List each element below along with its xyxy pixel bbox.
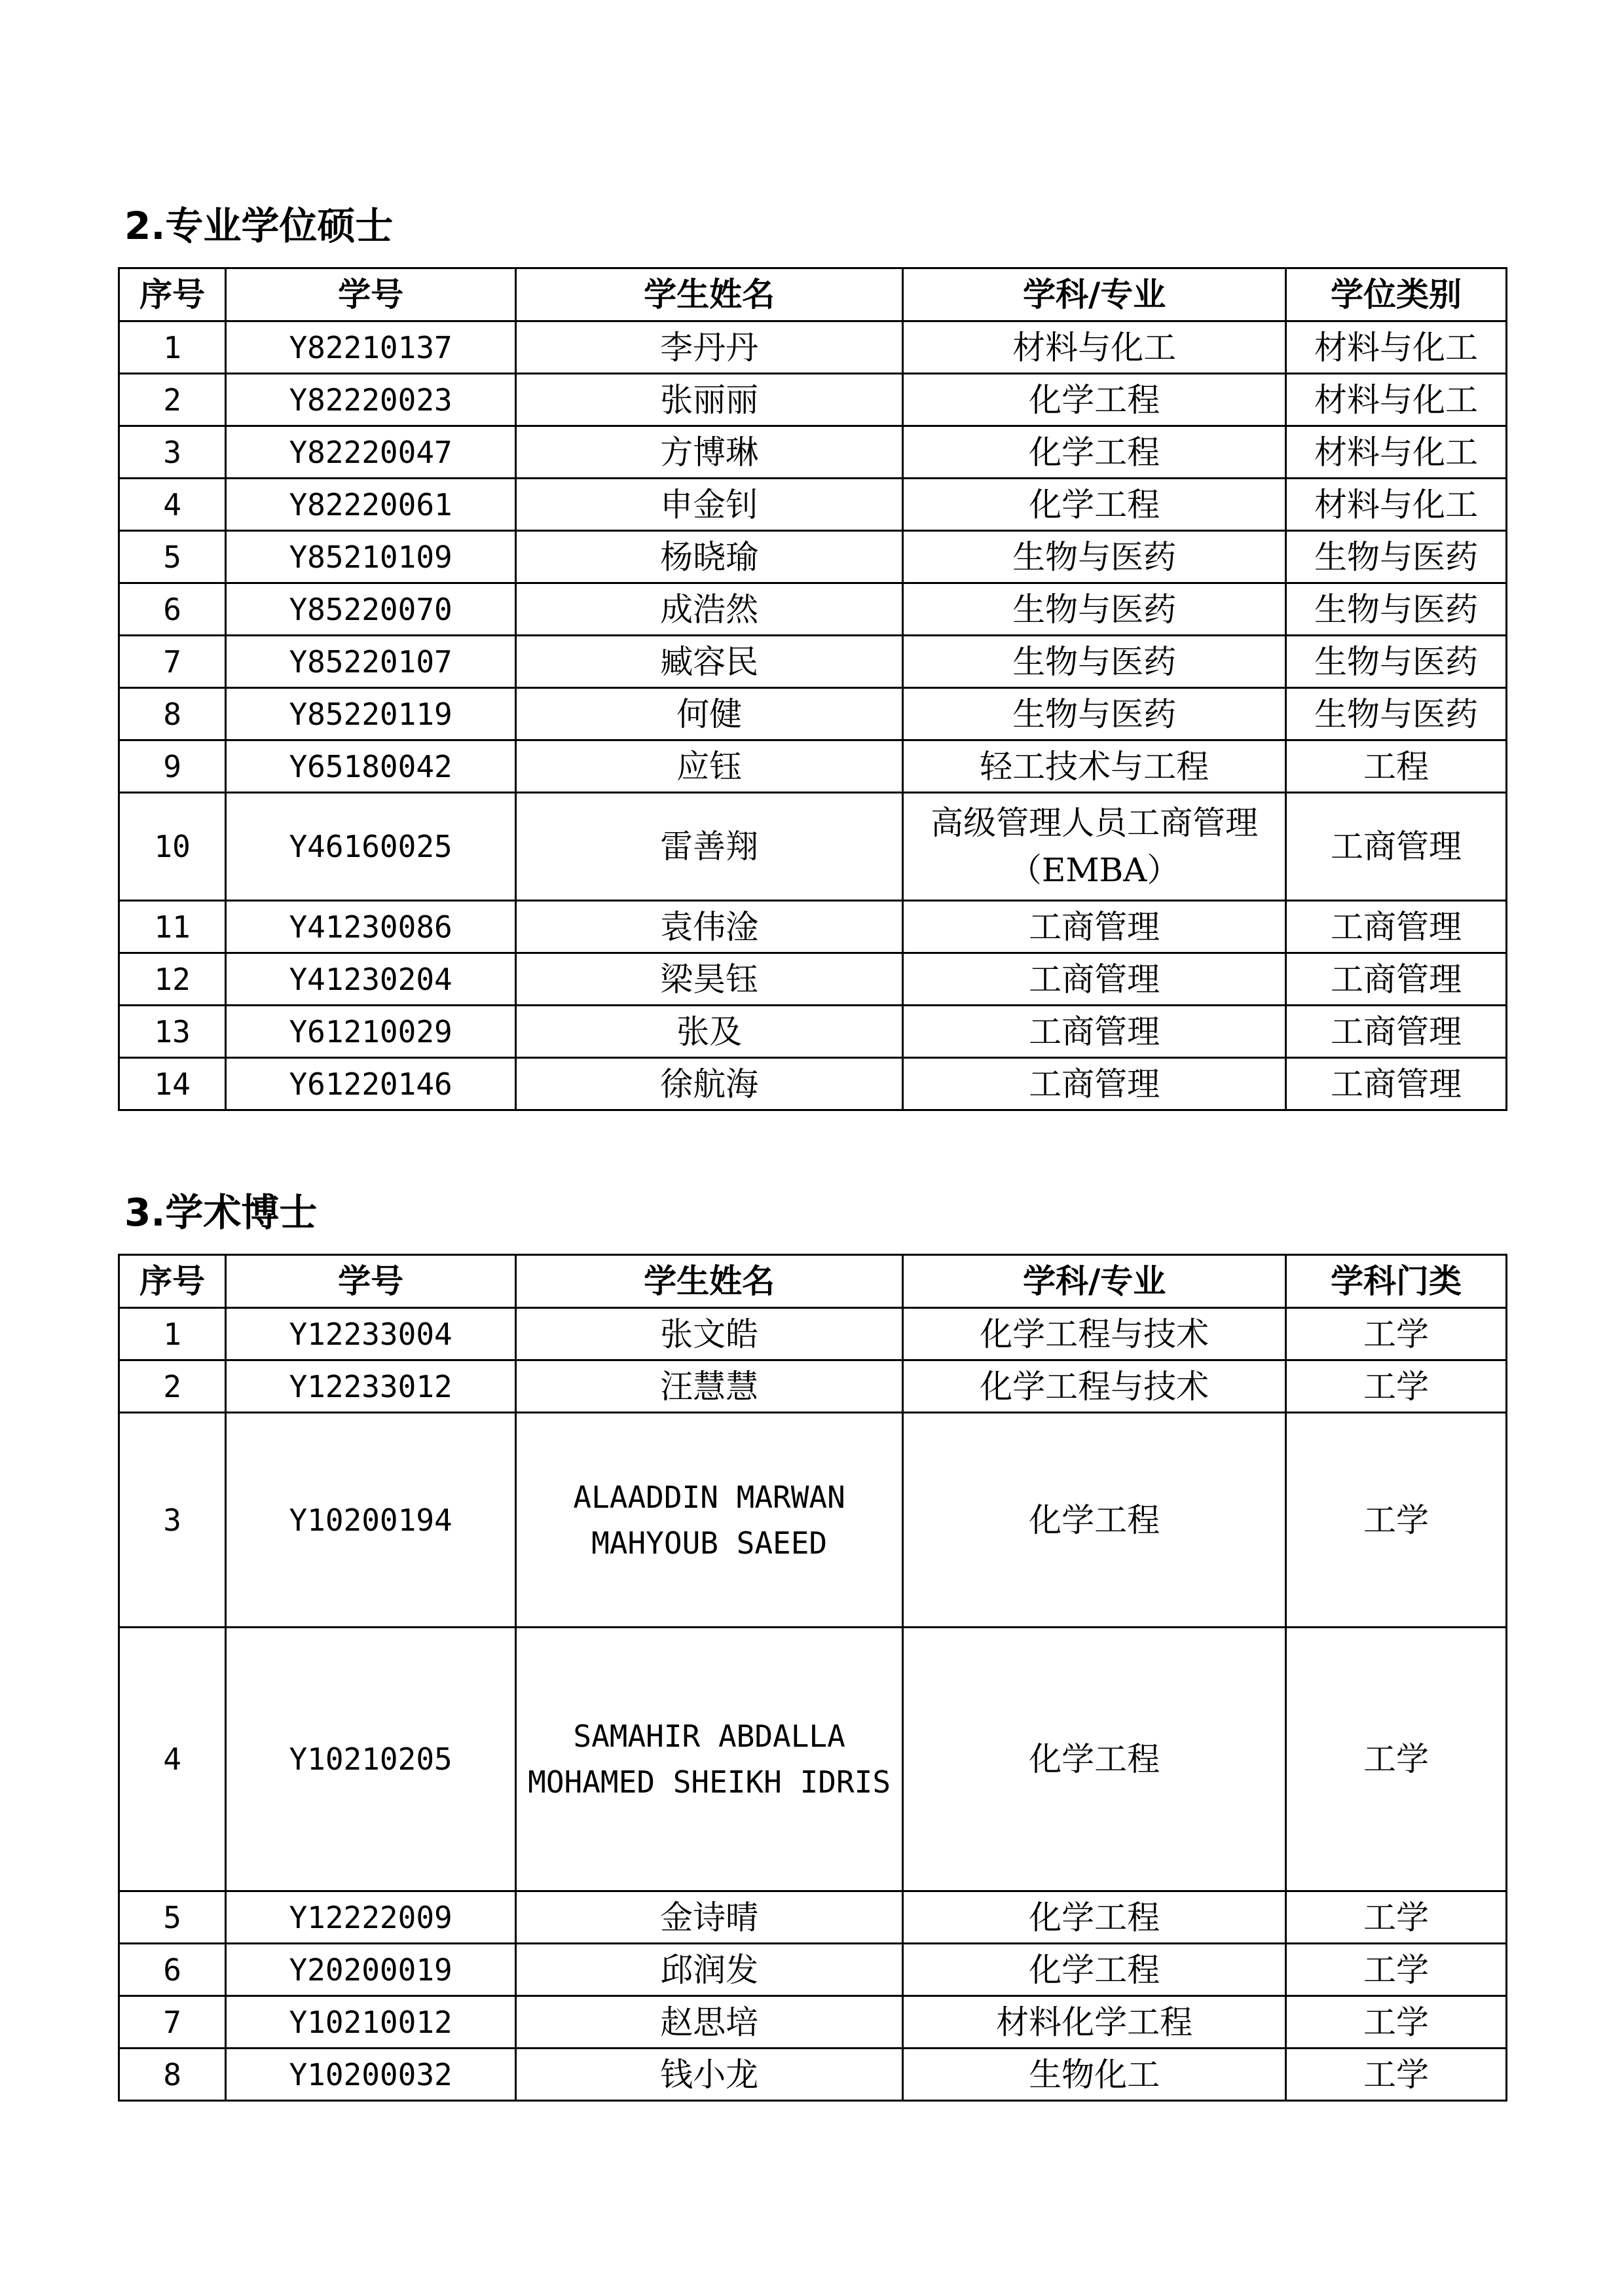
student-name-cell: SAMAHIR ABDALLA MOHAMED SHEIKH IDRIS (516, 1628, 903, 1891)
major-cell: 化学工程 (903, 426, 1286, 479)
index-cell: 3 (119, 1413, 226, 1628)
column-header-student-name: 学生姓名 (516, 1255, 903, 1308)
student-name-cell: 张丽丽 (516, 374, 903, 426)
student-name-cell: 臧容民 (516, 636, 903, 688)
index-cell: 8 (119, 688, 226, 740)
major-cell: 化学工程 (903, 1944, 1286, 1996)
degree-category-cell: 工商管理 (1286, 1058, 1507, 1110)
degree-category-cell: 工学 (1286, 1944, 1507, 1996)
major-cell: 高级管理人员工商管理（EMBA） (903, 793, 1286, 901)
table-row (119, 1628, 1507, 1891)
section-title-professional-master: 2.专业学位硕士 (124, 204, 394, 248)
student-name-cell: 钱小龙 (516, 2049, 903, 2101)
major-cell: 工商管理 (903, 953, 1286, 1006)
major-cell: 工商管理 (903, 901, 1286, 953)
index-cell: 11 (119, 901, 226, 953)
degree-category-cell: 工学 (1286, 1360, 1507, 1413)
column-header-major: 学科/专业 (903, 1255, 1286, 1308)
table-row (119, 1308, 1507, 1360)
student-name-cell: 张及 (516, 1006, 903, 1058)
professional-master-table (118, 267, 1507, 1111)
student-name-cell: 赵思培 (516, 1996, 903, 2049)
table-row (119, 1413, 1507, 1628)
table-row (119, 531, 1507, 583)
student-name-cell: 何健 (516, 688, 903, 740)
major-cell: 化学工程 (903, 479, 1286, 531)
major-cell: 化学工程 (903, 1891, 1286, 1944)
student-name-cell: 李丹丹 (516, 321, 903, 374)
student-id-cell: Y12222009 (226, 1891, 516, 1944)
student-name-cell: 袁伟淦 (516, 901, 903, 953)
major-cell: 生物化工 (903, 2049, 1286, 2101)
column-header-degree-category: 学位类别 (1286, 268, 1507, 321)
degree-category-cell: 工学 (1286, 1308, 1507, 1360)
index-cell: 7 (119, 636, 226, 688)
table-row (119, 740, 1507, 793)
degree-category-cell: 工学 (1286, 2049, 1507, 2101)
degree-category-cell: 工学 (1286, 1413, 1507, 1628)
degree-category-cell: 材料与化工 (1286, 479, 1507, 531)
degree-category-cell: 材料与化工 (1286, 321, 1507, 374)
student-id-cell: Y61210029 (226, 1006, 516, 1058)
table-row (119, 1944, 1507, 1996)
table-row (119, 479, 1507, 531)
index-cell: 2 (119, 1360, 226, 1413)
student-id-cell: Y82220047 (226, 426, 516, 479)
student-name-cell: 成浩然 (516, 583, 903, 636)
student-name-cell: 应钰 (516, 740, 903, 793)
index-cell: 3 (119, 426, 226, 479)
index-cell: 10 (119, 793, 226, 901)
degree-category-cell: 工商管理 (1286, 901, 1507, 953)
student-id-cell: Y12233004 (226, 1308, 516, 1360)
student-id-cell: Y61220146 (226, 1058, 516, 1110)
table-row (119, 374, 1507, 426)
student-id-cell: Y41230204 (226, 953, 516, 1006)
table-row (119, 953, 1507, 1006)
index-cell: 6 (119, 583, 226, 636)
index-cell: 5 (119, 1891, 226, 1944)
degree-category-cell: 工学 (1286, 1628, 1507, 1891)
degree-category-cell: 生物与医药 (1286, 583, 1507, 636)
major-cell: 化学工程 (903, 1628, 1286, 1891)
student-id-cell: Y82220023 (226, 374, 516, 426)
major-cell: 化学工程 (903, 374, 1286, 426)
student-id-cell: Y82210137 (226, 321, 516, 374)
degree-category-cell: 生物与医药 (1286, 636, 1507, 688)
index-cell: 5 (119, 531, 226, 583)
degree-category-cell: 生物与医药 (1286, 531, 1507, 583)
index-cell: 1 (119, 1308, 226, 1360)
index-cell: 8 (119, 2049, 226, 2101)
major-cell: 化学工程 (903, 1413, 1286, 1628)
major-cell: 工商管理 (903, 1058, 1286, 1110)
degree-category-cell: 工学 (1286, 1891, 1507, 1944)
degree-category-cell: 工学 (1286, 1996, 1507, 2049)
major-cell: 工商管理 (903, 1006, 1286, 1058)
degree-category-cell: 材料与化工 (1286, 374, 1507, 426)
academic-doctor-table (118, 1254, 1507, 2102)
index-cell: 6 (119, 1944, 226, 1996)
column-header-index: 序号 (119, 268, 226, 321)
degree-category-cell: 工商管理 (1286, 1006, 1507, 1058)
student-id-cell: Y10210012 (226, 1996, 516, 2049)
table-row (119, 1006, 1507, 1058)
student-name-cell: 邱润发 (516, 1944, 903, 1996)
student-id-cell: Y10200194 (226, 1413, 516, 1628)
table-row (119, 636, 1507, 688)
student-name-cell: 张文皓 (516, 1308, 903, 1360)
table-row (119, 1996, 1507, 2049)
section-title-academic-doctor: 3.学术博士 (124, 1190, 318, 1235)
index-cell: 12 (119, 953, 226, 1006)
degree-category-cell: 生物与医药 (1286, 688, 1507, 740)
index-cell: 9 (119, 740, 226, 793)
major-cell: 化学工程与技术 (903, 1308, 1286, 1360)
student-name-cell: 梁昊钰 (516, 953, 903, 1006)
table-row (119, 1360, 1507, 1413)
student-name-cell: 汪慧慧 (516, 1360, 903, 1413)
index-cell: 2 (119, 374, 226, 426)
major-cell: 材料与化工 (903, 321, 1286, 374)
table-row (119, 1891, 1507, 1944)
column-header-student-name: 学生姓名 (516, 268, 903, 321)
student-id-cell: Y85220070 (226, 583, 516, 636)
index-cell: 13 (119, 1006, 226, 1058)
table-row (119, 901, 1507, 953)
student-id-cell: Y85220107 (226, 636, 516, 688)
student-name-cell: 雷善翔 (516, 793, 903, 901)
degree-category-cell: 工商管理 (1286, 793, 1507, 901)
student-name-cell: 徐航海 (516, 1058, 903, 1110)
column-header-index: 序号 (119, 1255, 226, 1308)
degree-category-cell: 工商管理 (1286, 953, 1507, 1006)
table-row (119, 1058, 1507, 1110)
table-row (119, 426, 1507, 479)
major-cell: 化学工程与技术 (903, 1360, 1286, 1413)
index-cell: 4 (119, 479, 226, 531)
major-cell: 材料化学工程 (903, 1996, 1286, 2049)
index-cell: 4 (119, 1628, 226, 1891)
student-name-cell: 金诗晴 (516, 1891, 903, 1944)
student-name-cell: 杨晓瑜 (516, 531, 903, 583)
table-row (119, 688, 1507, 740)
student-id-cell: Y82220061 (226, 479, 516, 531)
column-header-student-id: 学号 (226, 268, 516, 321)
student-id-cell: Y65180042 (226, 740, 516, 793)
table-row (119, 2049, 1507, 2101)
student-id-cell: Y85210109 (226, 531, 516, 583)
major-cell: 生物与医药 (903, 583, 1286, 636)
degree-category-cell: 材料与化工 (1286, 426, 1507, 479)
degree-category-cell: 工程 (1286, 740, 1507, 793)
table-row (119, 321, 1507, 374)
index-cell: 1 (119, 321, 226, 374)
student-id-cell: Y20200019 (226, 1944, 516, 1996)
student-id-cell: Y46160025 (226, 793, 516, 901)
student-id-cell: Y10200032 (226, 2049, 516, 2101)
student-name-cell: ALAADDIN MARWAN MAHYOUB SAEED (516, 1413, 903, 1628)
major-cell: 生物与医药 (903, 636, 1286, 688)
student-id-cell: Y85220119 (226, 688, 516, 740)
major-cell: 生物与医药 (903, 688, 1286, 740)
table-row (119, 793, 1507, 901)
student-name-cell: 申金钊 (516, 479, 903, 531)
table-row (119, 583, 1507, 636)
table-header-row (119, 1255, 1507, 1308)
student-id-cell: Y12233012 (226, 1360, 516, 1413)
index-cell: 14 (119, 1058, 226, 1110)
index-cell: 7 (119, 1996, 226, 2049)
column-header-degree-category: 学科门类 (1286, 1255, 1507, 1308)
student-id-cell: Y10210205 (226, 1628, 516, 1891)
student-id-cell: Y41230086 (226, 901, 516, 953)
student-name-cell: 方博琳 (516, 426, 903, 479)
column-header-student-id: 学号 (226, 1255, 516, 1308)
major-cell: 轻工技术与工程 (903, 740, 1286, 793)
column-header-major: 学科/专业 (903, 268, 1286, 321)
major-cell: 生物与医药 (903, 531, 1286, 583)
table-header-row (119, 268, 1507, 321)
